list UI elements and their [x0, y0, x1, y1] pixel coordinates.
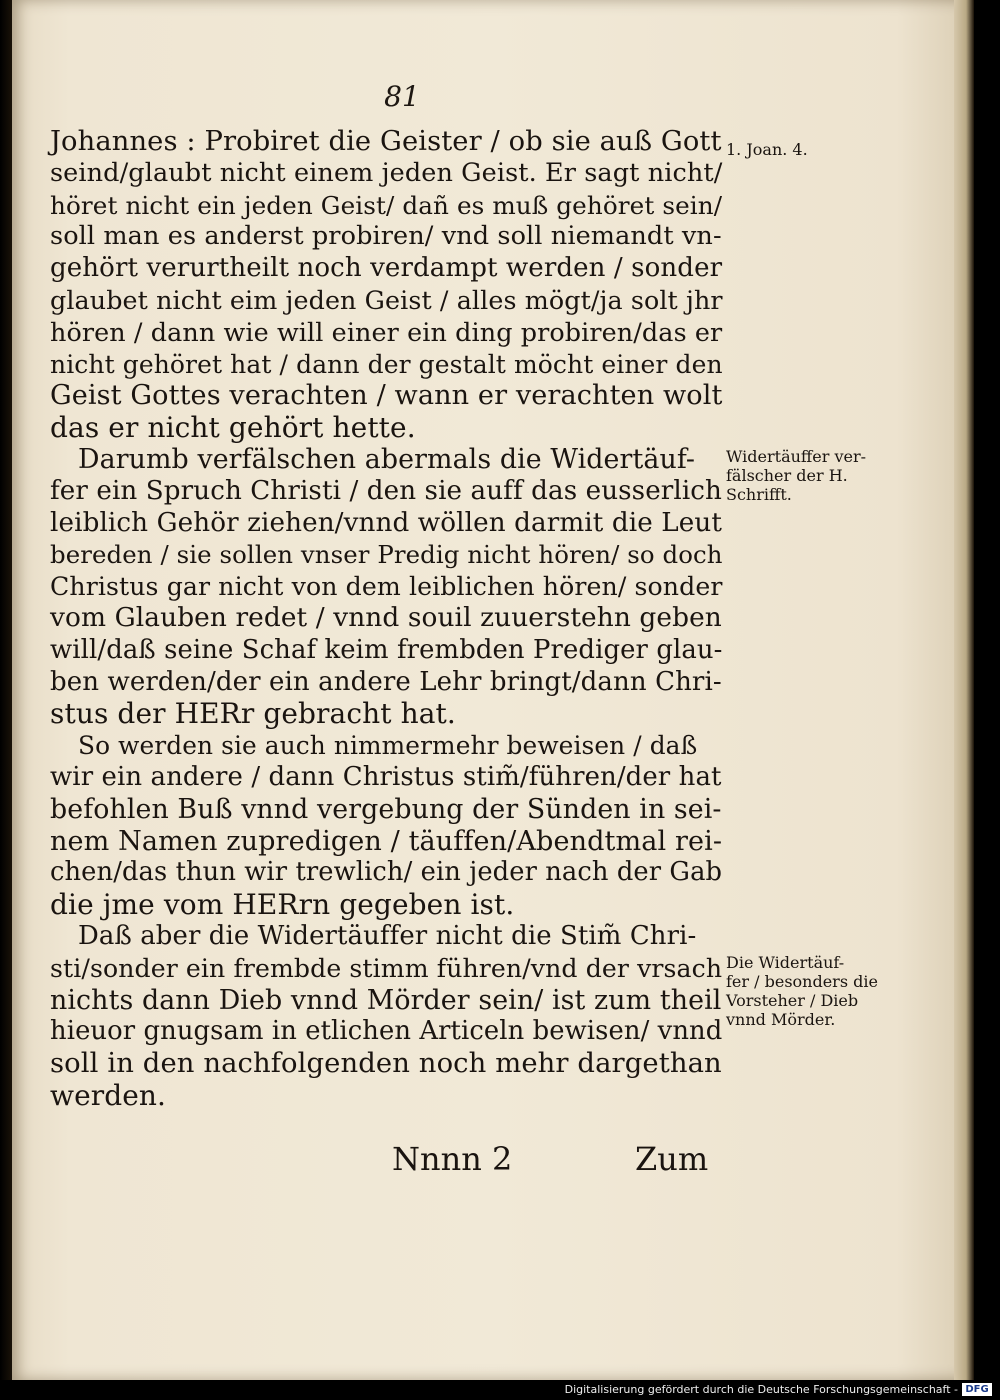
margin-note-line: fer / besonders die — [726, 972, 878, 991]
page-edge — [954, 0, 974, 1380]
text-line: chen/das thun wir trewlich/ ein jeder nach der Gab — [50, 857, 723, 888]
text-line: nichts dann Dieb vnnd Mörder sein/ ist zum theil — [50, 984, 722, 1016]
text-line: befohlen Buß vnnd vergebung der Sünden in sei- — [50, 793, 722, 825]
dfg-logo: DFG — [962, 1383, 992, 1396]
text-line: gehört verurtheilt noch verdampt werden / sonder — [50, 253, 723, 284]
margin-note-bible-reference — [726, 140, 886, 159]
body-text — [50, 126, 722, 1112]
margin-note-line: Die Widertäuf- — [726, 953, 845, 972]
text-line: nicht gehöret hat / dann der gestalt möcht einer den — [50, 349, 723, 379]
text-line: Christus gar nicht von dem leiblichen hören/ sonder — [50, 572, 723, 602]
text-line: will/daß seine Schaf keim frembden Prediger glau- — [50, 634, 723, 665]
text-line: fer ein Spruch Christi / den sie auff das eusserlich — [50, 475, 723, 506]
funding-credit: Digitalisierung gefördert durch die Deutsche Forschungsgemeinschaft - — [564, 1383, 958, 1396]
text-line: bereden / sie sollen vnser Predig nicht hören/ so doch — [50, 540, 723, 570]
text-line: werden. — [50, 1078, 167, 1112]
text-line: das er nicht gehört hette. — [50, 411, 416, 445]
margin-note-falsifiers — [726, 447, 886, 504]
catchword: Zum — [635, 1140, 709, 1178]
text-line: soll in den nachfolgenden noch mehr dargethan — [50, 1048, 722, 1080]
text-line: die jme vom HERrn gegeben ist. — [50, 888, 515, 922]
text-line: höret nicht ein jeden Geist/ dañ es muß gehöret sein/ — [50, 190, 723, 220]
margin-note-line: Schrifft. — [726, 485, 792, 504]
text-line: seind/glaubt nicht einem jeden Geist. Er sagt nicht/ — [50, 157, 723, 188]
text-line: wir ein andere / dann Christus stim̃/führen/der hat — [50, 761, 722, 792]
margin-note-line: vnnd Mörder. — [726, 1010, 836, 1029]
margin-note-line: fälscher der H. — [726, 466, 848, 485]
text-line: leiblich Gehör ziehen/vnnd wöllen darmit die Leut — [50, 507, 722, 538]
page-number: 81 — [384, 80, 420, 113]
text-line: ben werden/der ein andere Lehr bringt/dann Chri- — [50, 666, 722, 697]
paragraph-start-line: So werden sie auch nimmermehr beweisen / daß — [78, 731, 698, 761]
paragraph-start-line: Daß aber die Widertäuffer nicht die Stim̃ Chri- — [78, 920, 697, 951]
margin-note-thieves — [726, 953, 886, 1029]
scan-margin-left — [0, 0, 12, 1400]
book-page — [12, 0, 974, 1380]
margin-note-line: Widertäuffer ver- — [726, 447, 867, 466]
text-line: Geist Gottes verachten / wann er verachten wolt — [50, 380, 723, 412]
footer-bar — [0, 1380, 1000, 1400]
text-line: hören / dann wie will einer ein ding probiren/das er — [50, 316, 723, 347]
text-line: glaubet nicht eim jeden Geist / alles mögt/ja solt jhr — [50, 284, 723, 315]
margin-note-line: Vorsteher / Dieb — [726, 991, 859, 1010]
text-line: hieuor gnugsam in etlichen Articeln bewisen/ vnnd — [50, 1016, 723, 1047]
text-line: stus der HERr gebracht hat. — [50, 697, 456, 731]
paragraph-start-line: Darumb verfälschen abermals die Widertäuf- — [78, 443, 696, 475]
signature-mark: Nnnn 2 — [392, 1140, 513, 1178]
text-line: nem Namen zupredigen / täuffen/Abendtmal rei- — [50, 825, 723, 857]
text-line: soll man es anderst probiren/ vnd soll niemandt vn- — [50, 221, 722, 252]
margin-note-line: 1. Joan. 4. — [726, 140, 808, 159]
text-line: sti/sonder ein frembde stimm führen/vnd der vrsach — [50, 953, 723, 983]
text-line: Johannes : Probiret die Geister / ob sie auß Gott — [50, 126, 722, 157]
text-line: vom Glauben redet / vnnd souil zuuerstehn geben — [50, 602, 722, 633]
